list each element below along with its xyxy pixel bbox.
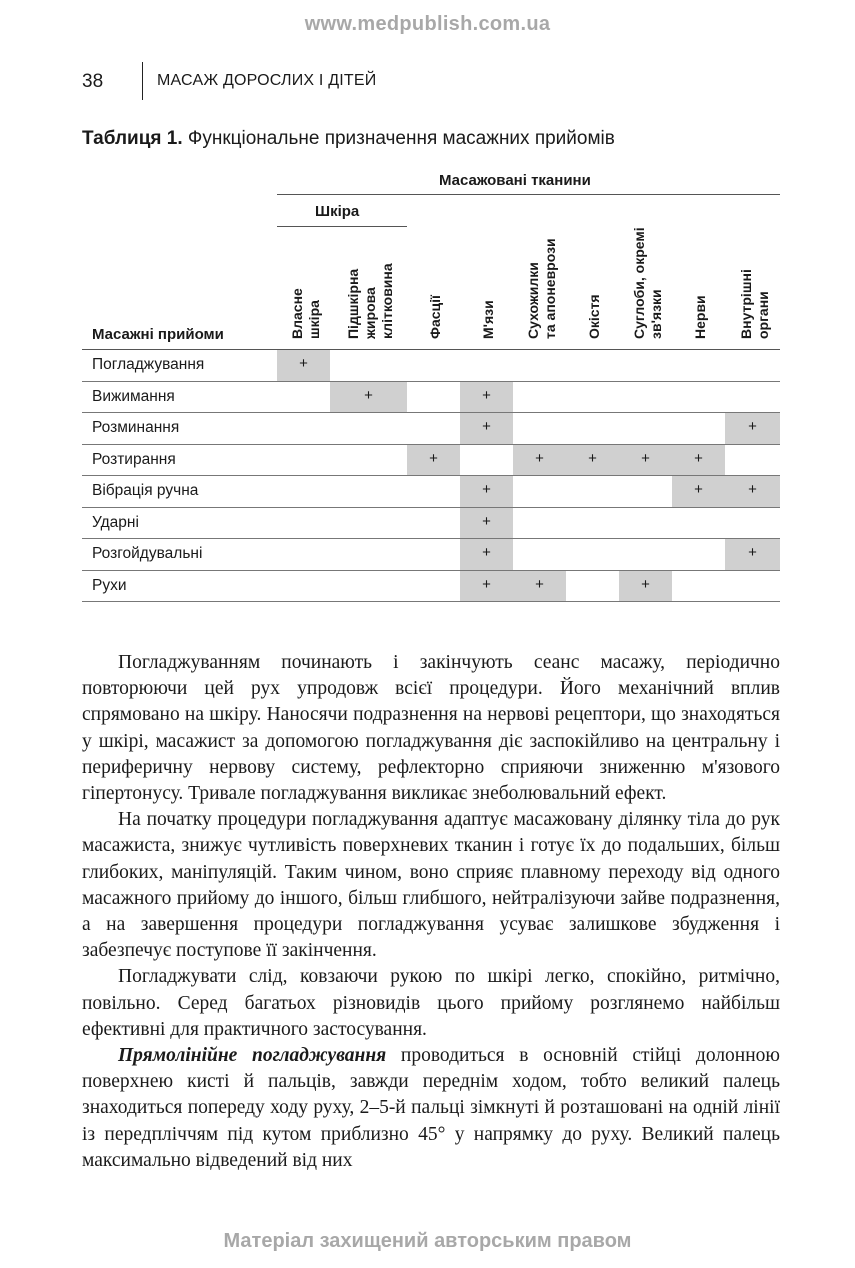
paragraph-text: Погладжуванням починають і закінчують сеанс масажу, періодично повторюючи цей рух упродовж всієї процедури. Його механічний вплив спрямовано на шкіру. Наносячи подразнення на нервові рецептори, що знаходяться у шкірі, масажист за допомогою погладжування діє заспокійливо на центральну і периферичну нервову систему, рефлекторно сприяючи зниженню м'язового гіпертонусу. Тривале погладжування викликає знеболювальний ефект. bbox=[82, 652, 780, 805]
plus-mark: + bbox=[748, 481, 757, 498]
plus-mark: + bbox=[535, 575, 544, 593]
row-label: Рухи bbox=[92, 576, 127, 594]
row-label: Ударні bbox=[92, 513, 139, 531]
column-header-line: Сухожилки bbox=[524, 262, 541, 339]
column-header-line: Внутрішні bbox=[737, 269, 754, 339]
row-rule bbox=[82, 570, 780, 571]
plus-mark: + bbox=[694, 481, 703, 498]
paragraph-text: На початку процедури погладжування адаптує масажовану ділянку тіла до рук масажиста, знижує чутливість поверхневих тканин і готує їх до подальших, більш глибоких, маніпуляцій. Таким чином, воно сприяє плавному переходу від одного масажного прийому до іншого, більш глибшого, нейтралізуючи зайве подразнення, а на завершення процедури погладжування усуває залишкове збудження і забезпечує поступове її закінчення. bbox=[82, 809, 780, 962]
column-header-line: клітковина bbox=[379, 263, 395, 339]
plus-mark: + bbox=[429, 449, 438, 467]
row-rule bbox=[82, 475, 780, 476]
row-rule bbox=[82, 507, 780, 508]
column-header-line: Власне bbox=[288, 288, 305, 339]
column-header-5 bbox=[525, 238, 559, 339]
group-header: Масажовані тканини bbox=[439, 172, 591, 189]
table-caption bbox=[82, 128, 615, 150]
plus-mark: + bbox=[748, 544, 757, 561]
column-header-7 bbox=[631, 227, 665, 339]
running-head-divider bbox=[142, 62, 143, 100]
row-label: Вібрація ручна bbox=[92, 482, 199, 499]
plus-mark: + bbox=[748, 418, 757, 435]
column-header-line: шкіра bbox=[305, 300, 322, 339]
plus-mark: + bbox=[482, 544, 491, 561]
column-header-6 bbox=[586, 294, 603, 339]
plus-mark: + bbox=[482, 512, 491, 530]
rule-under-header bbox=[82, 349, 780, 350]
plus-mark: + bbox=[364, 386, 373, 404]
rule-under-subgroup-header bbox=[277, 226, 407, 227]
page-number: 38 bbox=[82, 71, 104, 92]
paragraph bbox=[82, 964, 780, 1043]
rule-under-group-header bbox=[277, 194, 780, 195]
row-label: Вижимання bbox=[92, 387, 175, 405]
column-header-line: та апоневрози bbox=[541, 238, 558, 339]
column-header-1 bbox=[289, 288, 323, 339]
column-header-8 bbox=[692, 295, 709, 339]
row-rule bbox=[82, 601, 780, 602]
column-header-line: жирова bbox=[362, 287, 378, 339]
column-header-line: зв'язки bbox=[647, 289, 664, 339]
row-label: Розтирання bbox=[92, 450, 176, 468]
plus-mark: + bbox=[482, 418, 491, 435]
row-rule bbox=[82, 444, 780, 445]
paragraph-lead-term: Прямолінійне погладжування bbox=[118, 1045, 387, 1067]
subgroup-header: Шкіра bbox=[315, 203, 360, 220]
row-label: Розгойдувальні bbox=[92, 545, 203, 562]
column-header-line: Підшкірна bbox=[345, 268, 361, 339]
row-label: Розминання bbox=[92, 419, 180, 436]
paragraph bbox=[82, 807, 780, 964]
column-header-line: органи bbox=[754, 291, 771, 339]
table-caption-text: Функціональне призначення масажних прийомів bbox=[187, 128, 615, 149]
plus-mark: + bbox=[482, 575, 491, 593]
row-rule bbox=[82, 538, 780, 539]
plus-mark: + bbox=[641, 575, 650, 593]
plus-mark: + bbox=[299, 355, 308, 372]
watermark-bottom: Матеріал захищений авторським правом bbox=[223, 1230, 632, 1252]
column-header-line: Окістя bbox=[586, 294, 602, 339]
body-text bbox=[82, 650, 780, 1174]
plus-mark: + bbox=[694, 449, 703, 467]
watermark-top: www.medpublish.com.ua bbox=[304, 13, 551, 35]
column-header-line: Нерви bbox=[692, 295, 708, 339]
column-header-line: Суглоби, окремі bbox=[630, 227, 647, 339]
column-header-3 bbox=[427, 295, 444, 339]
column-header-2 bbox=[345, 263, 396, 339]
tissue-table bbox=[82, 168, 780, 606]
running-head-title: МАСАЖ ДОРОСЛИХ І ДІТЕЙ bbox=[157, 72, 377, 89]
column-header-4 bbox=[480, 300, 497, 339]
row-rule bbox=[82, 412, 780, 413]
row-rule bbox=[82, 381, 780, 382]
plus-mark: + bbox=[482, 481, 491, 498]
paragraph bbox=[82, 1043, 780, 1174]
paragraph-text: проводиться в основній стійці долонною поверхнею кисті й пальців, завжди переднім ходом, тобто великий палець знаходиться попереду ходу руху, 2–5-й пальці зімкнуті й розташовані на одній лінії із передпліччям під кутом приблизно 45° у напрямку до руху. Великий палець максимально відведений від них bbox=[82, 1045, 780, 1171]
column-header-line: М'язи bbox=[480, 300, 496, 339]
table-caption-label: Таблиця 1. bbox=[82, 128, 183, 149]
plus-mark: + bbox=[535, 449, 544, 467]
row-label: Погладжування bbox=[92, 356, 205, 373]
paragraph-text: Погладжувати слід, ковзаючи рукою по шкірі легко, спокійно, ритмічно, повільно. Серед багатьох різновидів цього прийому розглянемо найбільш ефективні для практичного застосування. bbox=[82, 966, 780, 1040]
plus-mark: + bbox=[588, 449, 597, 467]
row-header: Масажні прийоми bbox=[92, 326, 224, 343]
column-header-line: Фасції bbox=[427, 295, 443, 339]
column-header-9 bbox=[738, 269, 772, 339]
plus-mark: + bbox=[482, 386, 491, 404]
plus-mark: + bbox=[641, 449, 650, 467]
paragraph bbox=[82, 650, 780, 807]
